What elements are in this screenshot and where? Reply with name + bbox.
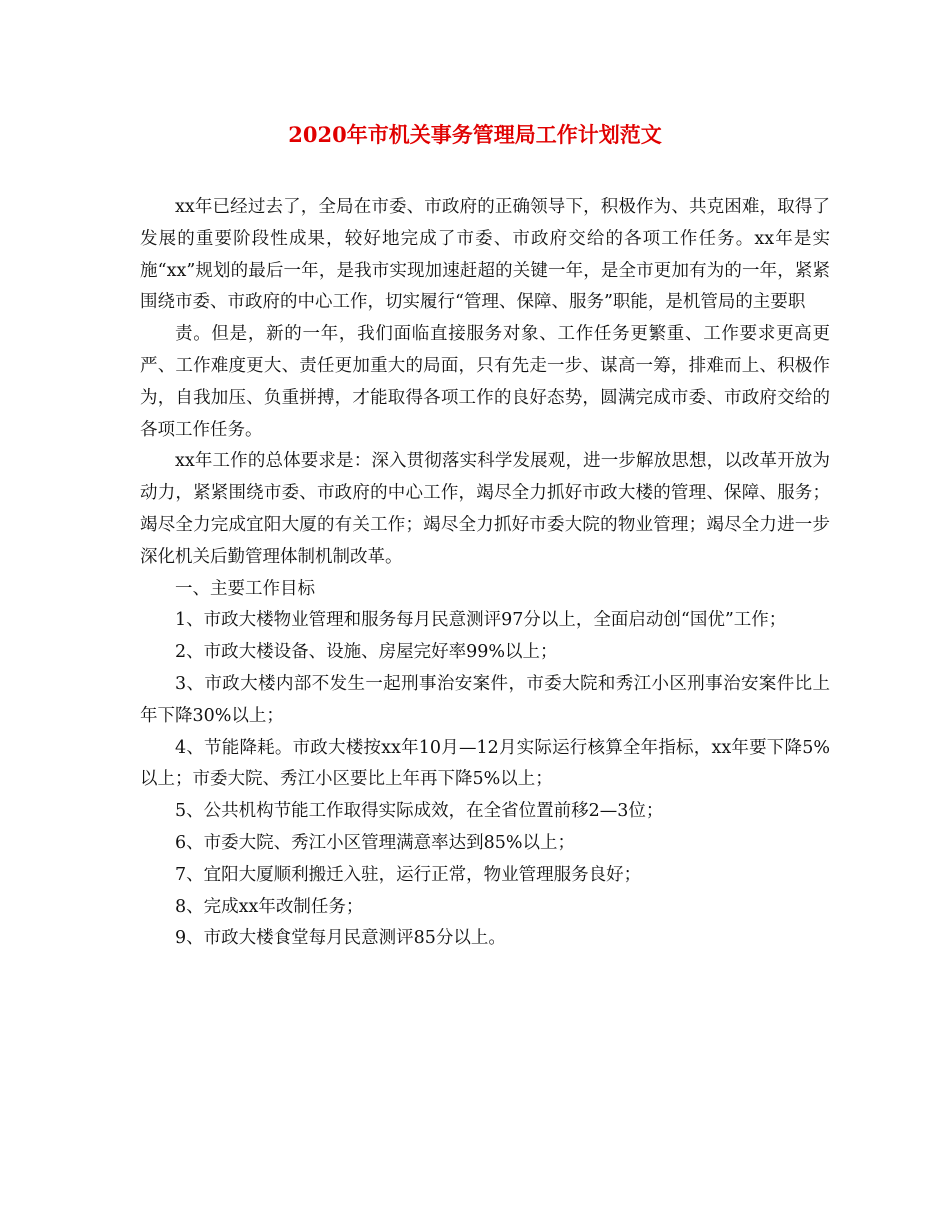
paragraph-intro: xx年已经过去了，全局在市委、市政府的正确领导下，积极作为、共克困难，取得了发展的重要阶段性成果，较好地完成了市委、市政府交给的各项工作任务。xx年是实施“xx”规划的最后一年，是我市实现加速赶超的关键一年，是全市更加有为的一年，紧紧围绕市委、市政府的中心工作，切实履行“管理、保障、服务”职能，是机管局的主要职 — [140, 197, 830, 313]
goal-item-8: 8、完成xx年改制任务； — [175, 896, 364, 917]
goal-item-3: 3、市政大楼内部不发生一起刑事治安案件，市委大院和秀江小区刑事治安案件比上年下降30%以上； — [140, 673, 830, 726]
goal-item-7: 7、宜阳大厦顺利搬迁入驻，运行正常，物业管理服务良好； — [175, 864, 642, 885]
goal-item-6: 6、市委大院、秀江小区管理满意率达到85%以上； — [175, 832, 576, 853]
goal-item-1: 1、市政大楼物业管理和服务每月民意测评97分以上，全面启动创“国优”工作； — [175, 610, 787, 631]
document-title: 2020年市机关事务管理局工作计划范文 — [288, 122, 662, 147]
paragraph-overall-requirements: xx年工作的总体要求是：深入贯彻落实科学发展观，进一步解放思想，以改革开放为动力，紧紧围绕市委、市政府的中心工作，竭尽全力抓好市政大楼的管理、保障、服务；竭尽全力完成宜阳大厦的有关工作；竭尽全力抓好市委大院的物业管理；竭尽全力进一步深化机关后勤管理体制机制改革。 — [140, 451, 830, 567]
goal-item-2: 2、市政大楼设备、设施、房屋完好率99%以上； — [175, 642, 558, 663]
document-body — [140, 192, 830, 955]
goal-item-9: 9、市政大楼食堂每月民意测评85分以上。 — [175, 928, 506, 949]
goal-item-4: 4、节能降耗。市政大楼按xx年10月—12月实际运行核算全年指标，xx年要下降5%以上；市委大院、秀江小区要比上年再下降5%以上； — [140, 737, 830, 790]
section-heading-main-goals: 一、主要工作目标 — [175, 578, 315, 599]
paragraph-challenges: 责。但是，新的一年，我们面临直接服务对象、工作任务更繁重、工作要求更高更严、工作难度更大、责任更加重大的局面，只有先走一步、谋高一筹，排难而上、积极作为，自我加压、负重拼搏，才能取得各项工作的良好态势，圆满完成市委、市政府交给的各项工作任务。 — [140, 324, 830, 440]
goal-item-5: 5、公共机构节能工作取得实际成效，在全省位置前移2—3位； — [175, 801, 664, 822]
